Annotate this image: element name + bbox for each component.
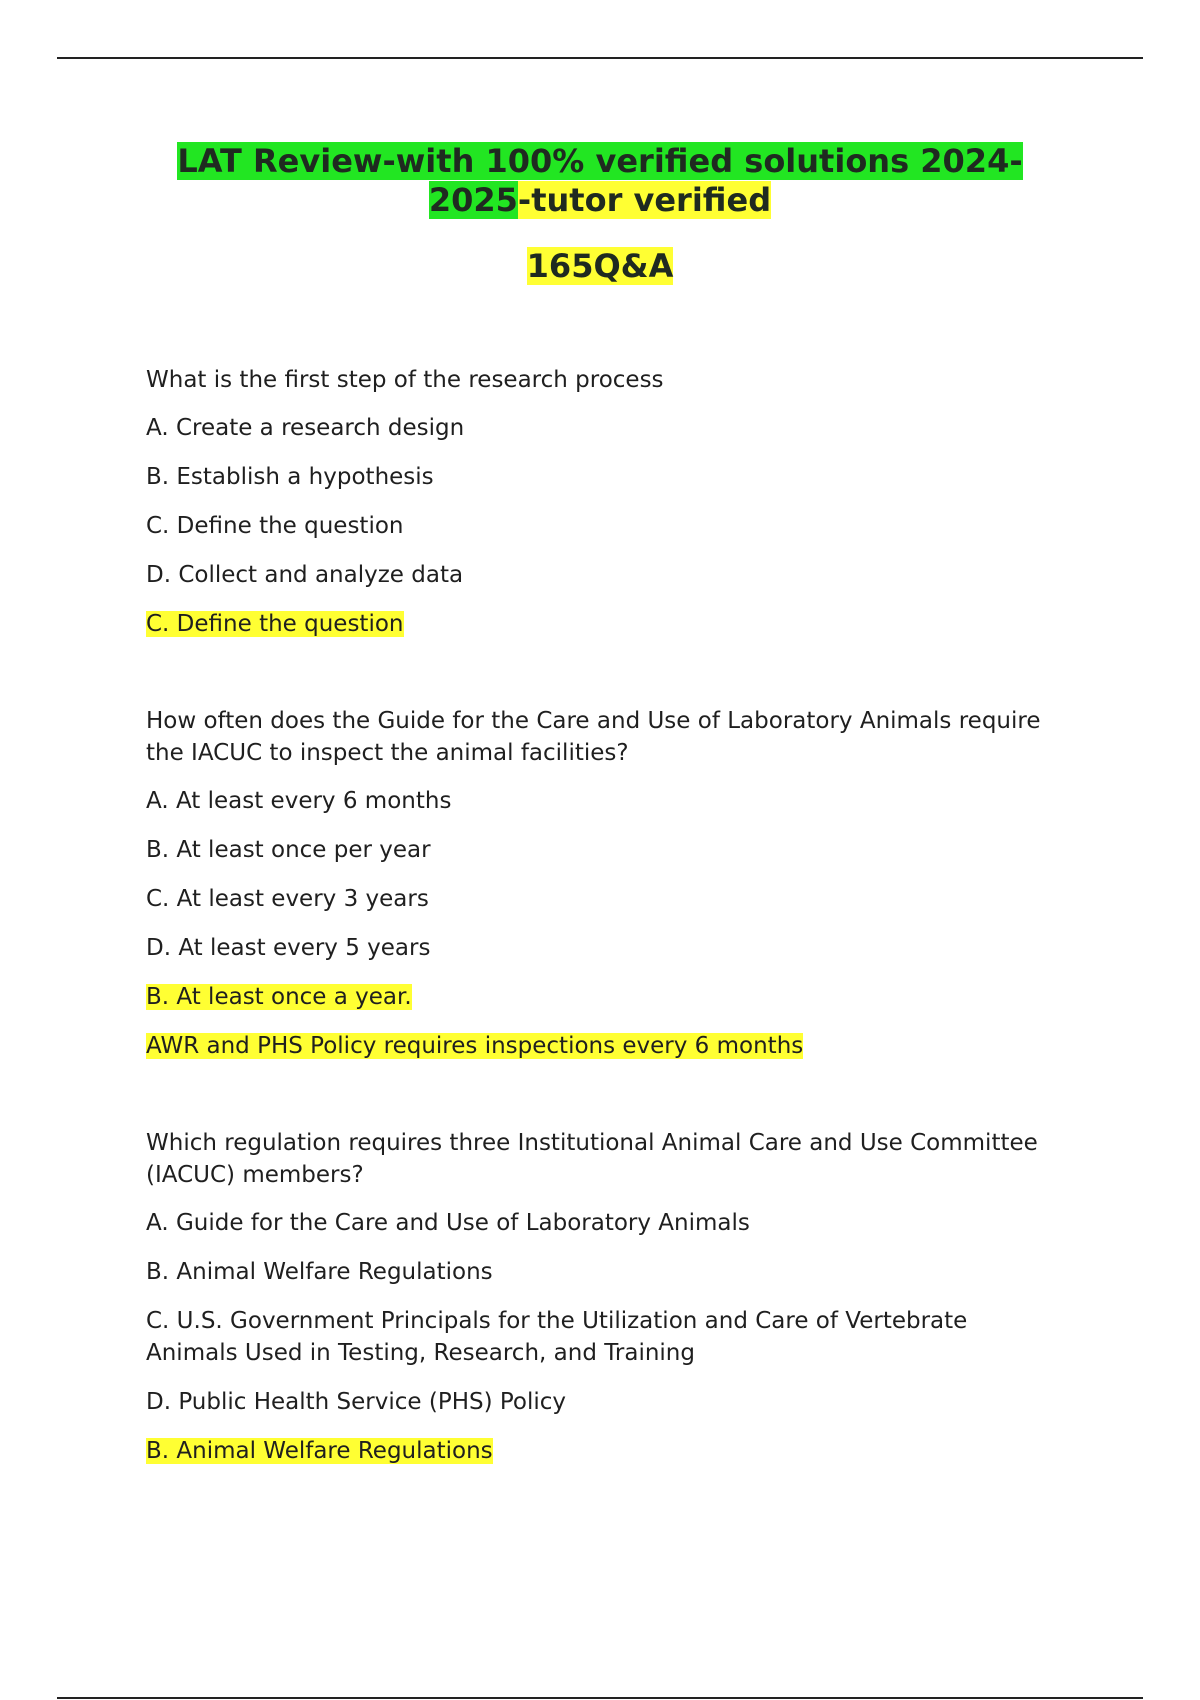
- option-c: C. U.S. Government Principals for the Utilization and Care of Vertebrate Animals Used in Testing, Research, and Training: [146, 1308, 968, 1366]
- top-divider: [57, 57, 1143, 59]
- answer-text: B. At least once a year.: [146, 984, 412, 1010]
- question-text: Which regulation requires three Institutional Animal Care and Use Committee (IACUC) members?: [146, 1130, 1038, 1188]
- option-a: A. At least every 6 months: [146, 788, 452, 814]
- option-b: B. At least once per year: [146, 837, 431, 863]
- document-title: [100, 142, 1100, 220]
- document-subtitle: [100, 246, 1100, 286]
- option-c: C. Define the question: [146, 513, 404, 539]
- title-line-2-green: 2025: [428, 181, 518, 219]
- question-text: What is the first step of the research process: [146, 367, 664, 393]
- option-d: D. At least every 5 years: [146, 935, 431, 961]
- option-a: A. Guide for the Care and Use of Laboratory Animals: [146, 1210, 750, 1236]
- question-block-3: [146, 1127, 1046, 1484]
- option-b: B. Animal Welfare Regulations: [146, 1259, 493, 1285]
- question-block-2: [146, 705, 1046, 1079]
- option-c: C. At least every 3 years: [146, 886, 429, 912]
- answer-highlight: [146, 1435, 1046, 1467]
- option-d: D. Public Health Service (PHS) Policy: [146, 1389, 567, 1415]
- answer-note-text: AWR and PHS Policy requires inspections every 6 months: [146, 1033, 804, 1059]
- answer-note-highlight: [146, 1030, 1046, 1062]
- answer-text: B. Animal Welfare Regulations: [146, 1438, 493, 1464]
- title-line-2-yellow: -tutor verified: [517, 181, 772, 219]
- answer-highlight: [146, 608, 1046, 640]
- answer-text: C. Define the question: [146, 611, 404, 637]
- subtitle-text: 165Q&A: [526, 247, 674, 285]
- bottom-divider: [57, 1697, 1143, 1699]
- option-d: D. Collect and analyze data: [146, 562, 464, 588]
- option-a: A. Create a research design: [146, 415, 465, 441]
- title-line-1: LAT Review-with 100% verified solutions 2024-: [177, 142, 1023, 180]
- question-block-1: [146, 364, 1046, 657]
- option-b: B. Establish a hypothesis: [146, 464, 434, 490]
- question-text: How often does the Guide for the Care and Use of Laboratory Animals require the IACUC to inspect the animal facilities?: [146, 708, 1041, 766]
- answer-highlight: [146, 981, 1046, 1013]
